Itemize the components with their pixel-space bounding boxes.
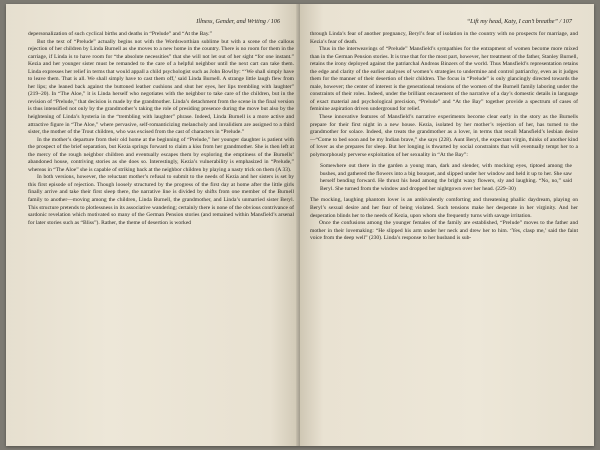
paragraph: depersonalization of such cyclical births and deaths in “Prelude” and “At the Bay.” <box>28 31 213 37</box>
paragraph: Once the confusions among the younger females of the family are established, “Prelude” moves to the father and mother in their lovemaking: “He slipped his arm under her neck and drew her to him. ‘Yes, clasp me,’ said the faint voice from the deep well” (230). Linda’s response to her husband is sub- <box>310 220 578 242</box>
paragraph: These innovative features of Mansfield’s narrative experiments become clear early in the story as the Burnells prepare for their first night in a new house. Kezia, isolated by her mother’s rejection of her, has turned to the grandmother for solace. Indeed, she treats the grandmother as a lover, in terms that recall Mansfield’s lesbian desire—“Come to bed soon and be my Indian brave,” she says (228). Aunt Beryl, the expectant virgin, thinks of another kind of lover as she prepares for sleep. But her longing is thwarted by social constraints that will eventually tempt her to a polymorphously perverse exploitation of her sexuality in “At the Bay”: <box>310 114 578 158</box>
right-running-head: “Lift my head, Katy, I can’t breathe” / 107 <box>466 18 572 25</box>
paragraph: But the text of “Prelude” actually begins not with the Wordsworthian sublime but with a scene of the callous rejection of her children by Linda Burnell as she moves to a new home in the country. There is no room for them in the carriage, if Linda is to have room for “the absolute necessities” that she will not let out of her sight “for one instant.” Kezia and her younger sister must be remanded to the care of a helpful neighbor until the next cart can take them. Linda expresses her relief in terms that would appall a child psychologist such as John Bowlby: “‘We shall simply have to leave them. That is all. We shall simply have to cast them off,’ said Linda Burnell. A strange little laugh flew from her lips; she leaned back against the buttoned leather cushions and shut her eyes, her lips trembling with laughter” (219–20). In “The Aloe,” it is Linda herself who negotiates with the neighbor to take care of the children, but in the revision of “Prelude,” that decision is made by the grandmother. Linda’s detachment from the scene in the final version is thus intensified not only by the grandmother’s taking the role of presiding presence during the move but also by the heightening of Linda’s hysteria in the “trembling with laughter” phrase. Indeed, Linda Burnell is a more active and attractive figure in “The Aloe,” where pervasive, self-romanticizing melancholy and invalidism are assigned to a third sister, the mother of the Trout children, who was excised from the cast of characters in “Prelude.” <box>28 38 294 136</box>
paragraph: In both versions, however, the reluctant mother’s refusal to submit to the needs of Kezia and her sisters is set by this first episode of rejection. Though loosely structured by the progress of the first day at home after the little girls finally arrive and take their first sleep there, the narrative line is divided by shifts from one member of the Burnell family to another—moving among the children, Linda Burnell, the grandmother, and Linda’s unmarried sister Beryl. This structure pretends to plotlessness in its associative wandering; certainly there is none of the obvious contrivance of sardonic revelation which motivated so many of the German Pension stories (and remained within Mansfield’s arsenal for later stories such as “Bliss”). Rather, the theme of desertion is worked <box>28 174 294 226</box>
paragraph: In the mother’s departure from their old home at the beginning of “Prelude,” her younger daughter is patient with the prospect of the brief separation, but Kezia springs forward to claim a kiss from her grandmother. She is then left at the mercy of the rough neighbor children and eventually escapes them by exploring the emptiness of the Burnells’ abandoned house, contriving stories as she does so. Interestingly, Kezia’s vulnerability is emphasized in “Prelude,” whereas in “The Aloe” she is capable of striking back at the neighbor children by playing a nasty trick on them (A 33). <box>28 136 294 173</box>
open-book-spread <box>6 4 594 446</box>
paragraph: through Linda’s fear of another pregnancy, Beryl’s fear of isolation in the country with no prospects for marriage, and Kezia’s fear of death. <box>310 31 578 45</box>
left-running-head: Illness, Gender, and Writing / 106 <box>196 18 280 25</box>
left-page <box>6 4 300 446</box>
left-page-body <box>28 31 294 227</box>
block-quote: Somewhere out there in the garden a young man, dark and slender, with mocking eyes, tiptoed among the bushes, and gathered the flowers into a big bouquet, and slipped under her window and held it up to her. She saw herself bending forward. He thrust his head among the bright waxy flowers, sly and laughing. “No, no,” said Beryl. She turned from the window and dropped her nightgown over her head. (229–30) <box>320 163 572 192</box>
paragraph: Thus in the interweavings of “Prelude” Mansfield’s sympathies for the entrapment of women become more mixed than in the German Pension stories. It is true that for the most part, however, her treatment of the father, Stanley Burnell, retains the irony deployed against the patriarchal Andreas Binzers of the world. Thus Mansfield’s representation retains the edge and clarity of the earlier analyses of women’s strategies to undermine and control patriarchy, even as it judges them for the manner of their desertion of their children. The focus in “Prelude” is only glancingly directed towards the male, however; the center of interest is the generational tensions of the women of the Burnell family laboring under the constraints of their roles. Indeed, under the brilliant encasement of the narrative of a day’s domestic details in language of exact material and psychological precision, “Prelude” and “At the Bay” together provide a spectrum of cases of feminine aspiration driven underground for relief. <box>310 46 578 113</box>
paragraph: The mocking, laughing phantom lover is an ambivalently comforting and threatening phallic daydream, playing on Beryl’s sexual desire and her fear of being violated. Such tensions make her desperate in her virginity. And her desperation blinds her to the needs of Kezia, upon whom she frequently turns with savage irritation. <box>310 197 578 219</box>
right-page-body <box>310 31 578 243</box>
right-page <box>300 4 594 446</box>
